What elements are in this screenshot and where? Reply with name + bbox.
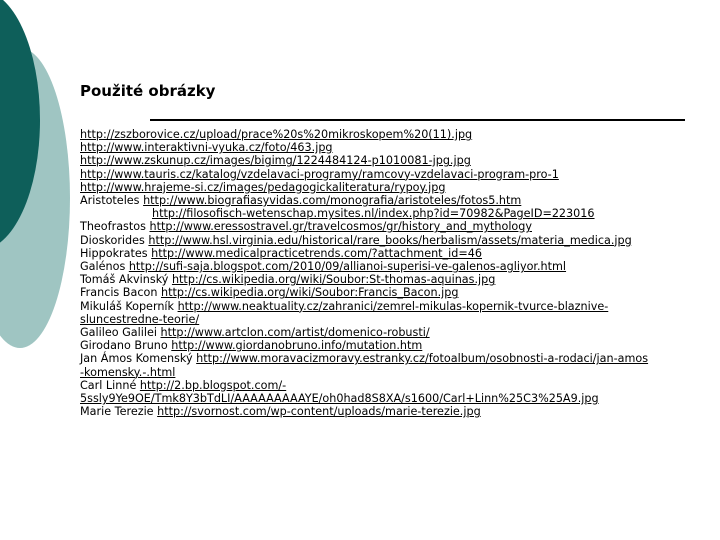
reference-label: Galénos — [80, 260, 129, 274]
reference-item — [80, 154, 716, 167]
reference-link[interactable]: http://www.hsl.virginia.edu/historical/rare_books/herbalism/assets/materia_medica.jpg — [148, 233, 632, 247]
reference-item — [80, 339, 716, 352]
reference-item — [80, 234, 716, 247]
reference-link[interactable]: http://www.artclon.com/artist/domenico-robusti/ — [160, 326, 430, 340]
reference-link[interactable]: http://www.zskunup.cz/images/bigimg/1224484124-p1010081-jpg.jpg — [80, 154, 471, 168]
reference-link[interactable]: sluncestredne-teorie/ — [80, 312, 200, 326]
reference-item — [80, 300, 716, 313]
reference-link[interactable]: http://www.moravacizmoravy.estranky.cz/fotoalbum/osobnosti-a-rodaci/jan-amos — [196, 352, 649, 366]
title-underline — [150, 119, 685, 121]
reference-label: Theofrastos — [80, 220, 150, 234]
reference-label: Jan Ámos Komenský — [80, 352, 197, 366]
reference-item — [80, 247, 716, 260]
reference-link[interactable]: http://cs.wikipedia.org/wiki/Soubor:St-thomas-aquinas.jpg — [171, 273, 496, 287]
reference-label: Dioskorides — [80, 233, 149, 247]
reference-label: Francis Bacon — [80, 286, 161, 300]
reference-label: Marie Terezie — [80, 405, 158, 419]
reference-link[interactable]: http://www.medicalpracticetrends.com/?attachment_id=46 — [151, 246, 482, 260]
reference-label: Carl Linné — [80, 378, 140, 392]
reference-link[interactable]: http://filosofisch-wetenschap.mysites.nl/index.php?id=70982&PageID=223016 — [152, 207, 595, 221]
reference-link[interactable]: http://www.hrajeme-si.cz/images/pedagogickaliteratura/rypoy.jpg — [80, 180, 446, 194]
reference-link[interactable]: http://svornost.com/wp-content/uploads/marie-terezie.jpg — [157, 405, 481, 419]
reference-item — [80, 141, 716, 154]
reference-link[interactable]: http://www.tauris.cz/katalog/vzdelavaci-programy/ramcovy-vzdelavaci-program-pro-1 — [80, 167, 559, 181]
reference-label: Galileo Galilei — [80, 326, 161, 340]
reference-label: Girodano Bruno — [80, 339, 172, 353]
reference-item — [80, 194, 716, 207]
reference-item — [80, 260, 716, 273]
reference-link[interactable]: http://zszborovice.cz/upload/prace%20s%20mikroskopem%20(11).jpg — [80, 128, 473, 141]
reference-item — [80, 207, 716, 220]
reference-link[interactable]: http://www.eressostravel.gr/travelcosmos/gr/history_and_mythology — [149, 220, 532, 234]
reference-label: Hippokrates — [80, 246, 152, 260]
reference-link[interactable]: -komensky.-.html — [80, 365, 176, 379]
reference-label: Tomáš Akvinský — [80, 273, 172, 287]
reference-list — [80, 128, 716, 418]
reference-item — [80, 168, 716, 181]
reference-link[interactable]: http://2.bp.blogspot.com/- — [139, 378, 287, 392]
reference-link[interactable]: http://www.neaktuality.cz/zahranici/zemrel-mikulas-kopernik-tvurce-blaznive- — [177, 299, 609, 313]
reference-item — [80, 326, 716, 339]
reference-item — [80, 379, 716, 392]
reference-item — [80, 128, 716, 141]
reference-item — [80, 352, 716, 365]
reference-item-continuation — [80, 313, 716, 326]
reference-link[interactable]: http://www.interaktivni-vyuka.cz/foto/463.jpg — [80, 141, 333, 155]
reference-item — [80, 286, 716, 299]
reference-item-continuation — [80, 392, 716, 405]
reference-link[interactable]: http://sufi-saja.blogspot.com/2010/09/allianoi-superisi-ve-galenos-agliyor.html — [128, 260, 567, 274]
reference-item — [80, 181, 716, 194]
reference-item-continuation — [80, 366, 716, 379]
reference-item — [80, 220, 716, 233]
reference-label: Aristoteles — [80, 194, 144, 208]
reference-link[interactable]: http://cs.wikipedia.org/wiki/Soubor:Francis_Bacon.jpg — [160, 286, 459, 300]
reference-link[interactable]: http://www.biografiasyvidas.com/monografia/aristoteles/fotos5.htm — [143, 194, 522, 208]
page-title: Použité obrázky — [80, 82, 216, 100]
reference-link[interactable]: 5ssly9Ye9OE/Tmk8Y3bTdLI/AAAAAAAAAYE/oh0had8S8XA/s1600/Carl+Linn%25C3%25A9.jpg — [80, 392, 599, 406]
reference-item — [80, 273, 716, 286]
reference-link[interactable]: http://www.giordanobruno.info/mutation.htm — [171, 339, 423, 353]
reference-label: Mikuláš Koperník — [80, 299, 178, 313]
reference-item — [80, 405, 716, 418]
